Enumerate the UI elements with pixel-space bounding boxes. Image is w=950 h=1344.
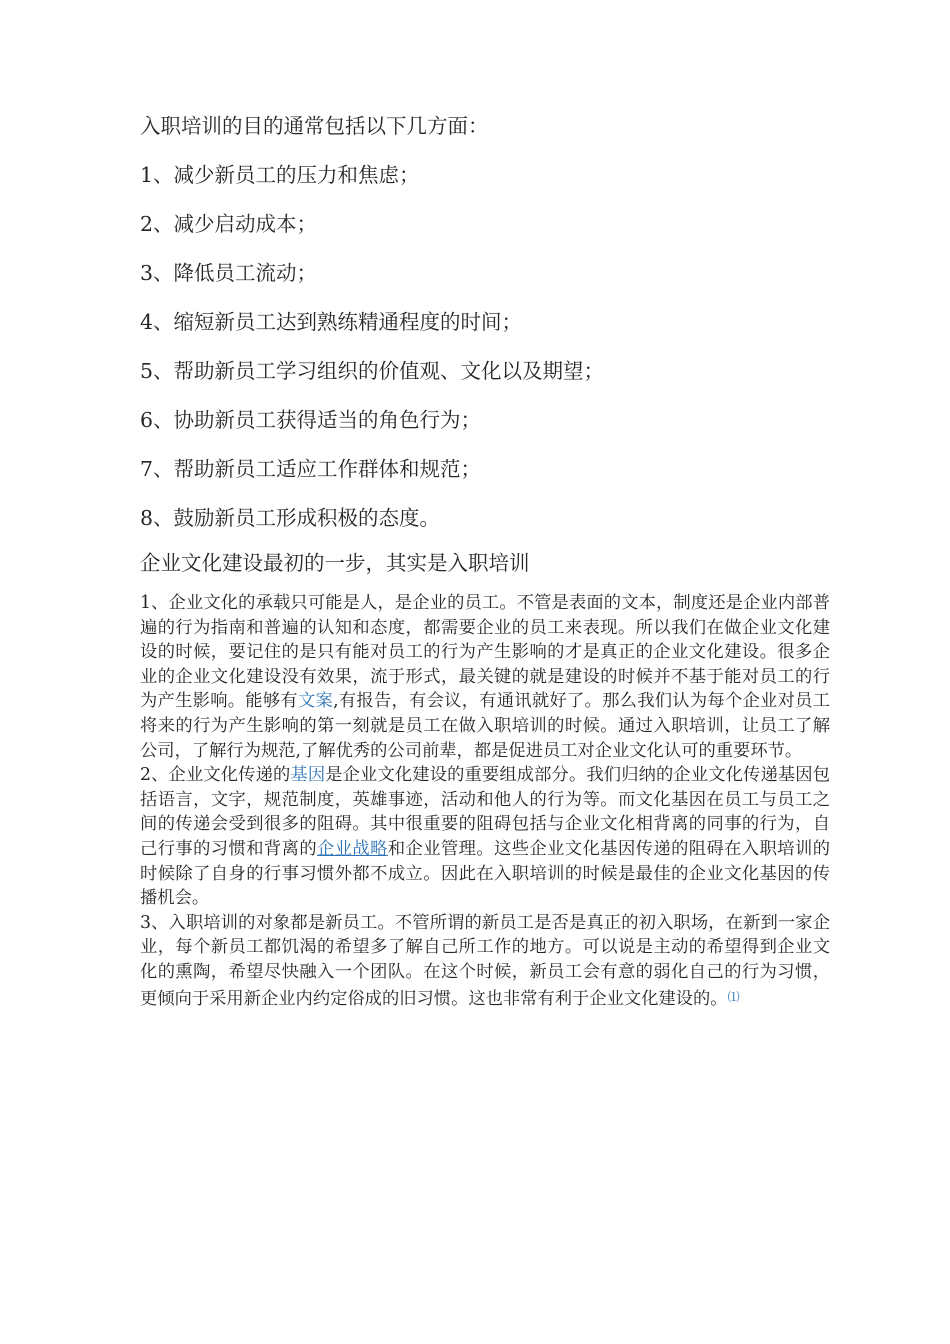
article-body xyxy=(140,591,830,1011)
paragraph-text: 是企业文化建设的重要组成部分。我们归纳的企业文化传递基因包括语言，文字，规范制度，英雄事迹，活动和他人的行为等。而文化基因在员工与员工之间的传递会受到很多的阻碍。其中很重要的阻碍包括与企业文化相背离的同事的行为，自己行事的习惯和背离的 xyxy=(140,765,830,859)
section-heading: 企业文化建设最初的一步，其实是入职培训 xyxy=(140,551,530,575)
gene-link[interactable]: 基因 xyxy=(290,765,326,786)
purpose-list xyxy=(140,160,840,552)
list-item: 6、协助新员工获得适当的角色行为； xyxy=(140,408,482,432)
paragraph-text: ,有报告，有会议，有通讯就好了。那么我们认为每个企业对员工将来的行为产生影响的第一刻就是员工在做入职培训的时候。通过入职培训，让员工了解公司，了解行为规范,了解优秀的公司前辈，都是促进员工对企业文化认可的重要环节。 xyxy=(140,691,830,761)
list-item: 3、降低员工流动； xyxy=(140,261,318,285)
list-item: 4、缩短新员工达到熟练精通程度的时间； xyxy=(140,310,523,334)
paragraph-text: 和企业管理。这些企业文化基因传递的阻碍在入职培训的时候除了自身的行事习惯外都不成立。因此在入职培训的时候是最佳的企业文化基因的传播机会。 xyxy=(140,838,830,909)
paragraph-text: 3、入职培训的对象都是新员工。不管所谓的新员工是否是真正的初入职场，在新到一家企业，每个新员工都饥渴的希望多了解自己所工作的地方。可以说是主动的希望得到企业文化的熏陶，希望尽快融入一个团队。在这个时候，新员工会有意的弱化自己的行为习惯，更倾向于采用新企业内约定俗成的旧习惯。这也非常有利于企业文化建设的。 xyxy=(140,912,830,1009)
list-item: 8、鼓励新员工形成积极的态度。 xyxy=(140,506,441,530)
list-item: 1、减少新员工的压力和焦虑； xyxy=(140,163,420,187)
intro-text: 入职培训的目的通常包括以下几方面： xyxy=(140,114,489,138)
list-item: 2、减少启动成本； xyxy=(140,212,318,236)
paragraph-3 xyxy=(140,911,830,1011)
list-item: 7、帮助新员工适应工作群体和规范； xyxy=(140,457,482,481)
paragraph-text: 2、企业文化传递的 xyxy=(140,765,291,786)
enterprise-strategy-link[interactable]: 企业战略 xyxy=(317,838,388,859)
copywriting-link[interactable]: 文案 xyxy=(297,691,334,712)
paragraph-text: 1、企业文化的承载只可能是人，是企业的员工。不管是表面的文本，制度还是企业内部普遍的行为指南和普遍的认知和态度，都需要企业的员工来表现。所以我们在做企业文化建设的时候，要记住的是只有能对员工的行为产生影响的才是真正的企业文化建设。很多企业的企业文化建设没有效果，流于形式，最关键的就是建设的时候并不基于能对员工的行为产生影响。能够有 xyxy=(140,593,830,712)
paragraph-2 xyxy=(140,763,830,911)
paragraph-1 xyxy=(140,591,830,763)
list-item: 5、帮助新员工学习组织的价值观、文化以及期望； xyxy=(140,359,605,383)
footnote-reference-link[interactable]: ⑴ xyxy=(727,989,740,1004)
